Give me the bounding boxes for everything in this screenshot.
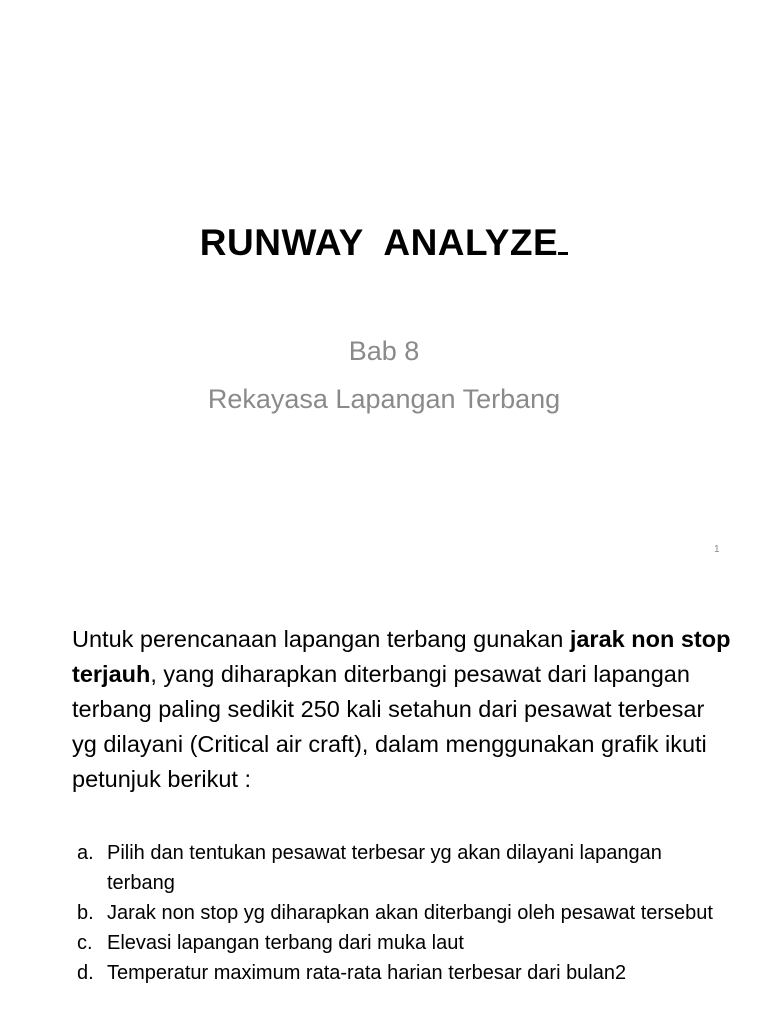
list-item-text: Temperatur maximum rata-rata harian terbesar dari bulan2 bbox=[107, 962, 627, 984]
intro-bold-text: jarak non stop terjauh bbox=[72, 626, 731, 687]
list-marker: b. bbox=[77, 902, 94, 924]
page-number: 1 bbox=[714, 544, 720, 555]
list-marker: c. bbox=[77, 932, 93, 954]
list-item bbox=[72, 898, 732, 928]
list-marker: d. bbox=[77, 962, 94, 984]
intro-text-2: , yang diharapkan diterbangi pesawat dari lapangan terbang paling sedikit 250 kali setahun dari pesawat terbesar yg dilayani (Critical air craft), dalam menggunakan grafik ikuti petunjuk berikut : bbox=[72, 661, 707, 792]
list-item-text: Jarak non stop yg diharapkan akan diterbangi oleh pesawat tersebut bbox=[107, 902, 713, 924]
list-marker: a. bbox=[77, 842, 94, 864]
list-item-text: Pilih dan tentukan pesawat terbesar yg akan dilayani lapangan terbang bbox=[107, 842, 662, 894]
list-item bbox=[72, 958, 732, 988]
title-underline-mark bbox=[558, 222, 568, 255]
subtitle-chapter: Bab 8 bbox=[348, 336, 420, 366]
intro-paragraph bbox=[72, 622, 732, 797]
subtitle-course: Rekayasa Lapangan Terbang bbox=[207, 384, 561, 414]
content-slide bbox=[0, 576, 768, 1024]
list-item-text: Elevasi lapangan terbang dari muka laut bbox=[107, 932, 464, 954]
steps-list bbox=[72, 838, 732, 988]
list-item bbox=[72, 838, 732, 898]
intro-text-1: Untuk perencanaan lapangan terbang gunakan bbox=[72, 626, 570, 652]
list-item bbox=[72, 928, 732, 958]
slide-title-text: RUNWAY ANALYZE bbox=[199, 222, 559, 263]
slide-title bbox=[0, 222, 768, 264]
